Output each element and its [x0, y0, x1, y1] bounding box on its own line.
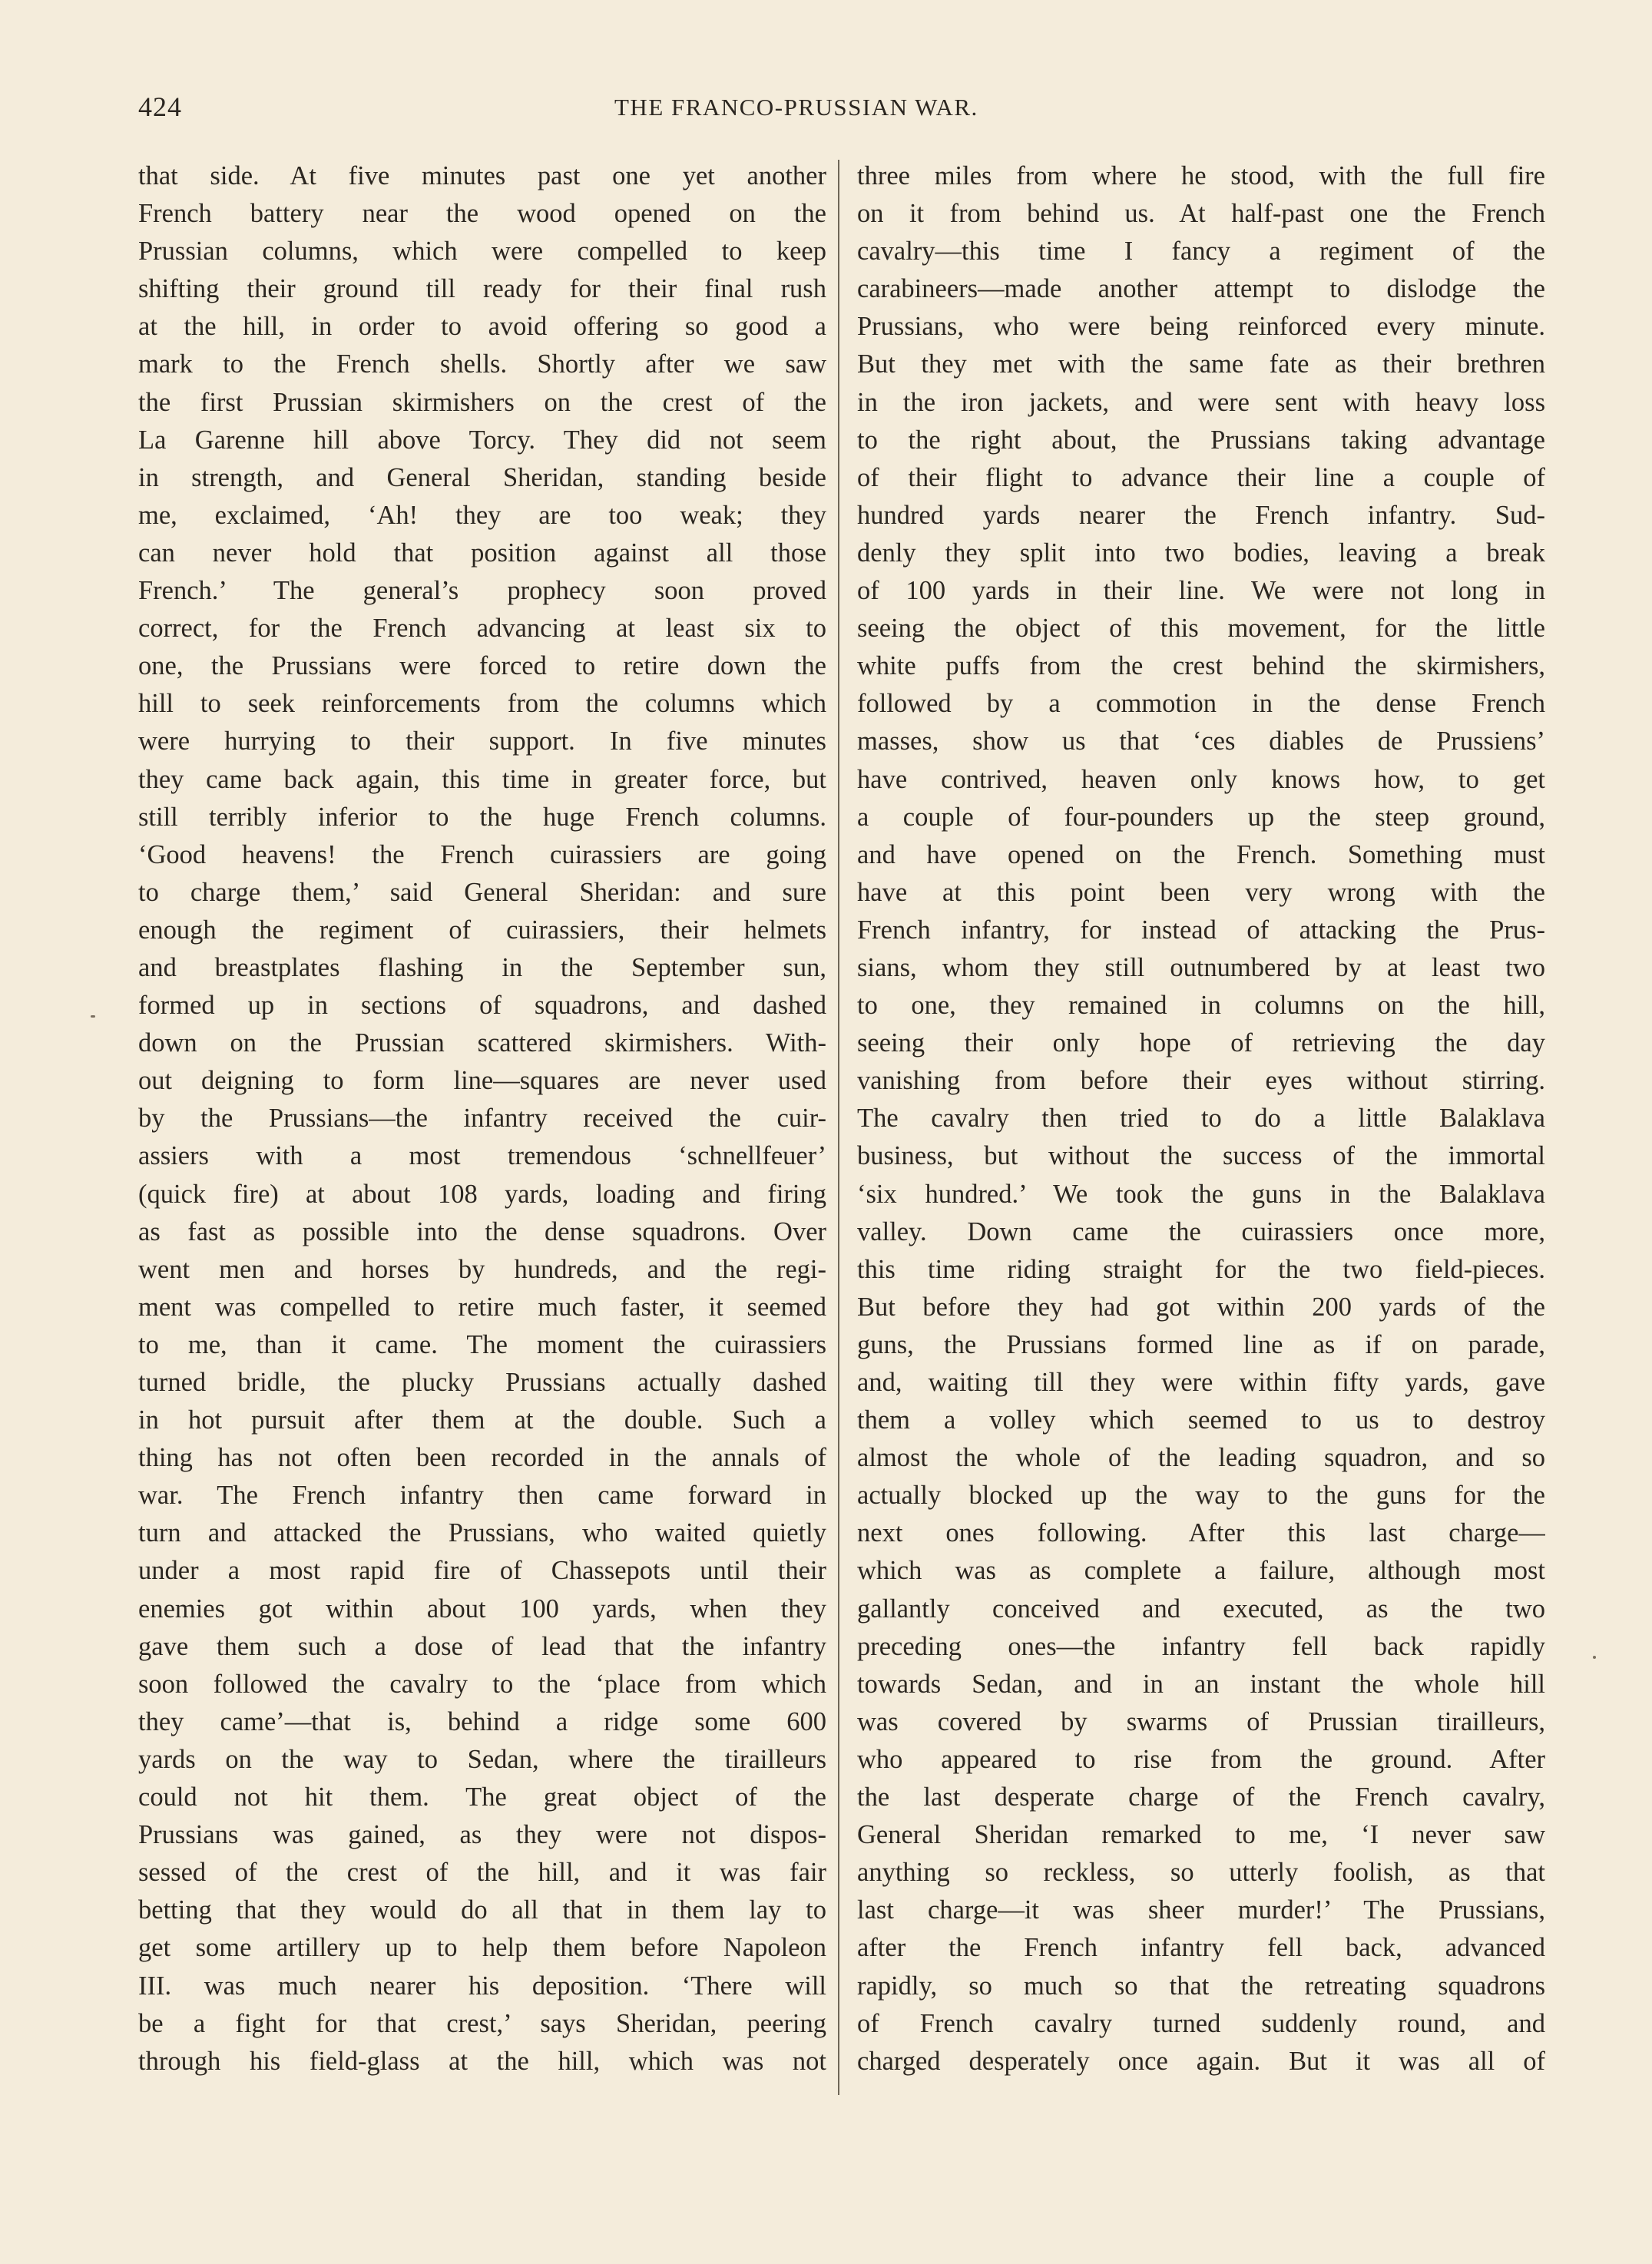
text-line: turn and attacked the Prussians, who waited quietly	[138, 1518, 826, 1548]
text-line: mark to the French shells. Shortly after we saw	[138, 349, 826, 379]
text-line: followed by a commotion in the dense French	[857, 689, 1545, 719]
text-line: General Sheridan remarked to me, ‘I never saw	[857, 1820, 1545, 1850]
text-line: French.’ The general’s prophecy soon proved	[138, 576, 826, 606]
text-line: preceding ones—the infantry fell back rapidly	[857, 1631, 1545, 1661]
text-line: French infantry, for instead of attacking the Prus-	[857, 915, 1545, 945]
text-line: they came’—that is, behind a ridge some 600	[138, 1706, 826, 1736]
text-line: was covered by swarms of Prussian tirailleurs,	[857, 1706, 1545, 1736]
text-line: on it from behind us. At half-past one the French	[857, 199, 1545, 229]
text-line: seeing the object of this movement, for the little	[857, 614, 1545, 644]
text-line: white puffs from the crest behind the skirmishers,	[857, 651, 1545, 681]
text-line: still terribly inferior to the huge French columns.	[138, 802, 826, 832]
text-line: this time riding straight for the two field-pieces.	[857, 1254, 1545, 1284]
text-line: masses, show us that ‘ces diables de Prussiens’	[857, 727, 1545, 756]
text-line: the first Prussian skirmishers on the crest of the	[138, 387, 826, 417]
text-line: be a fight for that crest,’ says Sheridan, peering	[138, 2008, 826, 2038]
text-line: yards on the way to Sedan, where the tirailleurs	[138, 1744, 826, 1774]
right-column	[857, 157, 1545, 2080]
text-line: last charge—it was sheer murder!’ The Prussians,	[857, 1895, 1545, 1925]
text-line: to one, they remained in columns on the hill,	[857, 991, 1545, 1021]
text-line: through his field-glass at the hill, which was not	[138, 2046, 826, 2076]
text-line: down on the Prussian scattered skirmishers. With-	[138, 1028, 826, 1058]
running-title: THE FRANCO-PRUSSIAN WAR.	[614, 94, 978, 121]
text-line: soon followed the cavalry to the ‘place from which	[138, 1669, 826, 1699]
text-line: and have opened on the French. Something must	[857, 839, 1545, 869]
text-line: ‘Good heavens! the French cuirassiers are going	[138, 839, 826, 869]
text-line: seeing their only hope of retrieving the day	[857, 1028, 1545, 1058]
text-line: which was as complete a failure, although most	[857, 1556, 1545, 1586]
text-line: war. The French infantry then came forward in	[138, 1481, 826, 1511]
text-line: assiers with a most tremendous ‘schnellfeuer’	[138, 1141, 826, 1171]
text-line: could not hit them. The great object of the	[138, 1782, 826, 1812]
text-line: can never hold that position against all those	[138, 538, 826, 568]
text-line: hundred yards nearer the French infantry. Sud-	[857, 500, 1545, 530]
text-line: they came back again, this time in greater force, but	[138, 764, 826, 794]
text-line: at the hill, in order to avoid offering so good a	[138, 312, 826, 342]
text-line: La Garenne hill above Torcy. They did not seem	[138, 425, 826, 455]
text-line: denly they split into two bodies, leaving a break	[857, 538, 1545, 568]
text-line: shifting their ground till ready for their final rush	[138, 274, 826, 304]
text-line: business, but without the success of the immortal	[857, 1141, 1545, 1171]
left-column	[138, 157, 826, 2080]
text-line: out deigning to form line—squares are never used	[138, 1066, 826, 1096]
text-line: actually blocked up the way to the guns for the	[857, 1481, 1545, 1511]
text-line: enough the regiment of cuirassiers, their helmets	[138, 915, 826, 945]
text-line: anything so reckless, so utterly foolish, as that	[857, 1858, 1545, 1888]
text-line: of 100 yards in their line. We were not long in	[857, 576, 1545, 606]
text-line: vanishing from before their eyes without stirring.	[857, 1066, 1545, 1096]
text-line: of their flight to advance their line a couple of	[857, 462, 1545, 492]
text-line: III. was much nearer his deposition. ‘There will	[138, 1971, 826, 2001]
text-line: towards Sedan, and in an instant the whole hill	[857, 1669, 1545, 1699]
text-line: correct, for the French advancing at least six to	[138, 614, 826, 644]
text-line: after the French infantry fell back, advanced	[857, 1933, 1545, 1963]
text-line: in the iron jackets, and were sent with heavy loss	[857, 387, 1545, 417]
text-line: a couple of four-pounders up the steep ground,	[857, 802, 1545, 832]
text-line: gallantly conceived and executed, as the two	[857, 1594, 1545, 1624]
text-line: almost the whole of the leading squadron, and so	[857, 1443, 1545, 1473]
page-header	[138, 91, 1551, 137]
text-line: in strength, and General Sheridan, standing beside	[138, 462, 826, 492]
text-line: enemies got within about 100 yards, when they	[138, 1594, 826, 1624]
text-line: ‘six hundred.’ We took the guns in the Balaklava	[857, 1179, 1545, 1209]
text-line: to charge them,’ said General Sheridan: and sure	[138, 877, 826, 907]
text-line: in hot pursuit after them at the double. Such a	[138, 1405, 826, 1435]
text-line: one, the Prussians were forced to retire down the	[138, 651, 826, 681]
page-number: 424	[138, 91, 182, 122]
text-line: ment was compelled to retire much faster, it seemed	[138, 1292, 826, 1322]
text-line: turned bridle, the plucky Prussians actually dashed	[138, 1368, 826, 1397]
text-line: three miles from where he stood, with the full fire	[857, 161, 1545, 190]
text-line: rapidly, so much so that the retreating squadrons	[857, 1971, 1545, 2001]
text-line: carabineers—made another attempt to dislodge the	[857, 274, 1545, 304]
text-line: me, exclaimed, ‘Ah! they are too weak; they	[138, 500, 826, 530]
text-line: of French cavalry turned suddenly round, and	[857, 2008, 1545, 2038]
text-line: under a most rapid fire of Chassepots until their	[138, 1556, 826, 1586]
text-line: by the Prussians—the infantry received the cuir-	[138, 1104, 826, 1134]
text-line: get some artillery up to help them before Napoleon	[138, 1933, 826, 1963]
text-line: the last desperate charge of the French cavalry,	[857, 1782, 1545, 1812]
text-line: Prussians, who were being reinforced every minute.	[857, 312, 1545, 342]
text-line: went men and horses by hundreds, and the regi-	[138, 1254, 826, 1284]
text-line: (quick fire) at about 108 yards, loading and firing	[138, 1179, 826, 1209]
text-line: have contrived, heaven only knows how, to get	[857, 764, 1545, 794]
text-line: them a volley which seemed to us to destroy	[857, 1405, 1545, 1435]
text-line: who appeared to rise from the ground. After	[857, 1744, 1545, 1774]
text-line: sessed of the crest of the hill, and it was fair	[138, 1858, 826, 1888]
column-divider	[838, 160, 839, 2095]
text-line: as fast as possible into the dense squadrons. Over	[138, 1216, 826, 1246]
text-line: betting that they would do all that in them lay to	[138, 1895, 826, 1925]
text-line: and, waiting till they were within fifty yards, gave	[857, 1368, 1545, 1397]
text-line: gave them such a dose of lead that the infantry	[138, 1631, 826, 1661]
text-line: and breastplates flashing in the September sun,	[138, 952, 826, 982]
text-line: thing has not often been recorded in the annals of	[138, 1443, 826, 1473]
text-line: to me, than it came. The moment the cuirassiers	[138, 1329, 826, 1359]
text-line: sians, whom they still outnumbered by at least two	[857, 952, 1545, 982]
text-line: next ones following. After this last charge—	[857, 1518, 1545, 1548]
text-line: were hurrying to their support. In five minutes	[138, 727, 826, 756]
text-line: that side. At five minutes past one yet another	[138, 161, 826, 190]
text-line: But before they had got within 200 yards of the	[857, 1292, 1545, 1322]
print-speck	[91, 1015, 95, 1018]
text-line: valley. Down came the cuirassiers once more,	[857, 1216, 1545, 1246]
text-line: French battery near the wood opened on the	[138, 199, 826, 229]
text-line: Prussians was gained, as they were not dispos-	[138, 1820, 826, 1850]
text-line: The cavalry then tried to do a little Balaklava	[857, 1104, 1545, 1134]
text-line: But they met with the same fate as their brethren	[857, 349, 1545, 379]
text-line: guns, the Prussians formed line as if on parade,	[857, 1329, 1545, 1359]
text-line: Prussian columns, which were compelled to keep	[138, 237, 826, 266]
text-line: to the right about, the Prussians taking advantage	[857, 425, 1545, 455]
text-line: hill to seek reinforcements from the columns which	[138, 689, 826, 719]
print-speck	[1593, 1656, 1596, 1659]
text-line: cavalry—this time I fancy a regiment of the	[857, 237, 1545, 266]
text-line: formed up in sections of squadrons, and dashed	[138, 991, 826, 1021]
text-line: charged desperately once again. But it was all of	[857, 2046, 1545, 2076]
text-line: have at this point been very wrong with the	[857, 877, 1545, 907]
